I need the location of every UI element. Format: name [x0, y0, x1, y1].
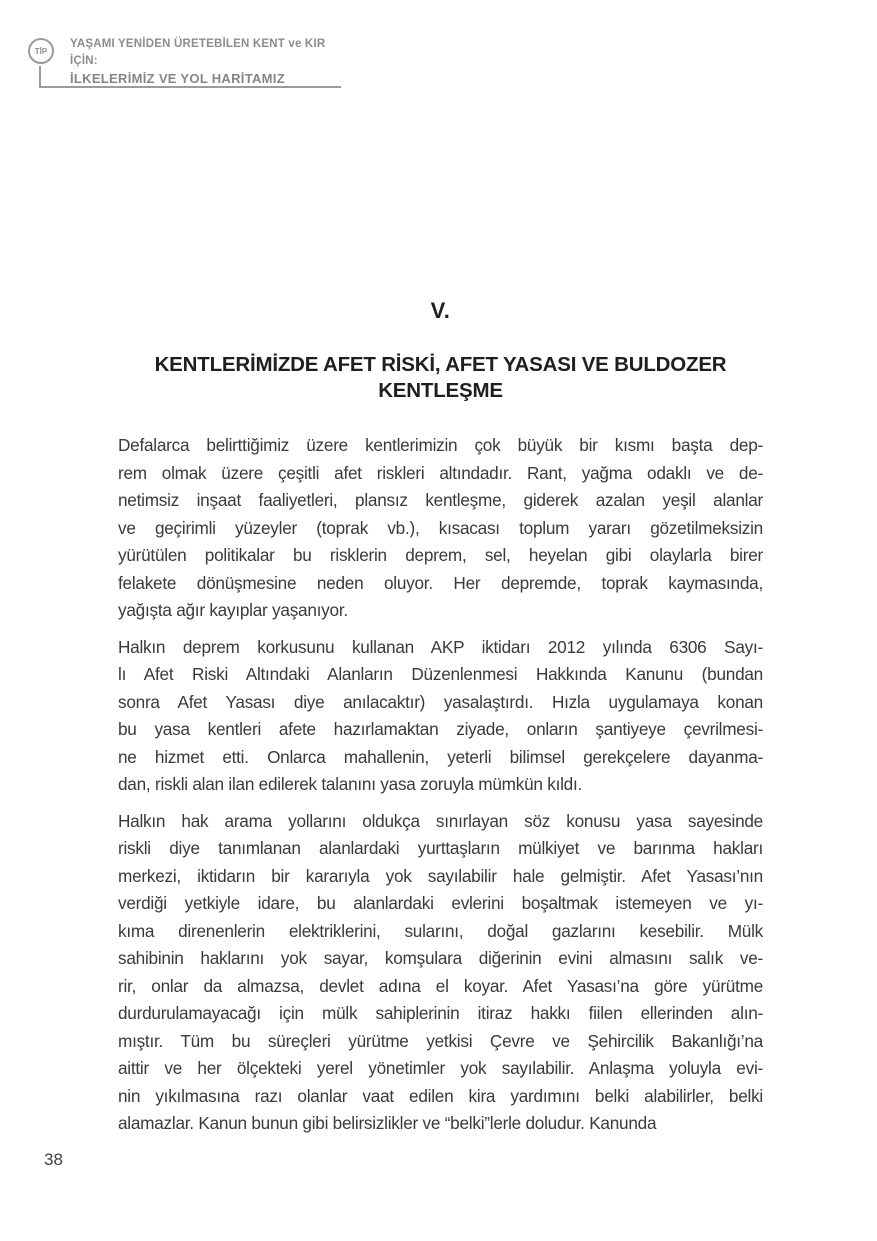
- paragraph: [118, 634, 763, 799]
- paragraph-line: yürütülen politikalar bu risklerin deprem, sel, heyelan gibi olaylarla birer: [118, 545, 763, 565]
- logo-stem-line: [39, 66, 41, 88]
- logo-text: TİP: [34, 46, 48, 56]
- paragraph-line: durdurulamayacağı için mülk sahiplerinin itiraz hakkı fiilen ellerinden alın-: [118, 1003, 763, 1023]
- paragraph-line: mıştır. Tüm bu süreçleri yürütme yetkisi Çevre ve Şehircilik Bakanlığı’na: [118, 1030, 763, 1051]
- tip-logo-emblem: [28, 38, 54, 64]
- paragraph-line: bu yasa kentleri afete hazırlamaktan ziyade, onların şantiyeye çevrilmesi-: [118, 719, 763, 739]
- paragraph-line: merkezi, iktidarın bir kararıyla yok sayılabilir hale gelmiştir. Afet Yasası’nın: [118, 865, 763, 886]
- header-underline: [39, 86, 341, 88]
- paragraph-line: felakete dönüşmesine neden oluyor. Her depremde, toprak kaymasında,: [118, 572, 763, 593]
- section-title: KENTLERİMİZDE AFET RİSKİ, AFET YASASI VE BULDOZER KENTLEŞME: [154, 353, 727, 402]
- paragraph-line: ve geçirimli yüzeyler (toprak vb.), kısacası toplum yararı gözetilmeksizin: [118, 517, 763, 538]
- paragraph-line: rir, onlar da almazsa, devlet adına el koyar. Afet Yasası’na göre yürütme: [118, 975, 763, 996]
- header-title: İLKELERİMİZ VE YOL HARİTAMIZ: [70, 71, 285, 86]
- paragraph-line: dan, riskli alan ilan edilerek talanını yasa zoruyla mümkün kıldı.: [118, 774, 583, 794]
- paragraph-line: kıma direnenlerin elektriklerini, sularını, doğal gazlarını kesebilir. Mülk: [118, 920, 763, 941]
- party-logo: [28, 38, 58, 68]
- header-text-block: [70, 36, 348, 88]
- paragraph-line: lı Afet Riski Altındaki Alanların Düzenlenmesi Hakkında Kanunu (bundan: [118, 664, 763, 684]
- paragraph: [118, 432, 763, 625]
- paragraph-line: Defalarca belirttiğimiz üzere kentlerimizin çok büyük bir kısmı başta dep-: [118, 435, 763, 455]
- paragraph-line: sonra Afet Yasası diye anılacaktır) yasalaştırdı. Hızla uygulamaya konan: [118, 691, 763, 712]
- paragraph-line: rem olmak üzere çeşitli afet riskleri altındadır. Rant, yağma odaklı ve de-: [118, 462, 763, 483]
- header-subtitle: YAŞAMI YENİDEN ÜRETEBİLEN KENT ve KIR İÇİN:: [70, 38, 326, 67]
- paragraph-line: Halkın deprem korkusunu kullanan AKP iktidarı 2012 yılında 6306 Sayı-: [118, 636, 763, 657]
- paragraph-line: riskli diye tanımlanan alanlardaki yurttaşların mülkiyet ve barınma hakları: [118, 838, 763, 858]
- paragraph-line: verdiği yetkiyle idare, bu alanlardaki evlerini boşaltmak istemeyen ve yı-: [118, 893, 763, 913]
- paragraph-line: aittir ve her ölçekteki yerel yönetimler yok sayılabilir. Anlaşma yoluyla evi-: [118, 1058, 763, 1078]
- running-header: [28, 36, 348, 88]
- paragraph-line: netimsiz inşaat faaliyetleri, plansız kentleşme, giderek azalan yeşil alanlar: [118, 490, 763, 510]
- section-number: V.: [430, 298, 451, 323]
- paragraph-line: sahibinin haklarını yok sayar, komşulara diğerinin evini almasını salık ve-: [118, 948, 763, 968]
- paragraph: [118, 808, 763, 1138]
- paragraph-line: Halkın hak arama yollarını oldukça sınırlayan söz konusu yasa sayesinde: [118, 810, 763, 831]
- article-body: [118, 432, 763, 1147]
- page-number: 38: [44, 1150, 63, 1169]
- paragraph-line: yağışta ağır kayıplar yaşanıyor.: [118, 600, 348, 620]
- paragraph-line: ne hizmet etti. Onlarca mahallenin, yeterli bilimsel gerekçelere dayanma-: [118, 746, 763, 767]
- paragraph-line: alamazlar. Kanun bunun gibi belirsizlikler ve “belki”lerle doludur. Kanunda: [118, 1113, 657, 1133]
- paragraph-line: nin yıkılmasına razı olanlar vaat edilen kira yardımını belki alabilirler, belki: [118, 1085, 763, 1106]
